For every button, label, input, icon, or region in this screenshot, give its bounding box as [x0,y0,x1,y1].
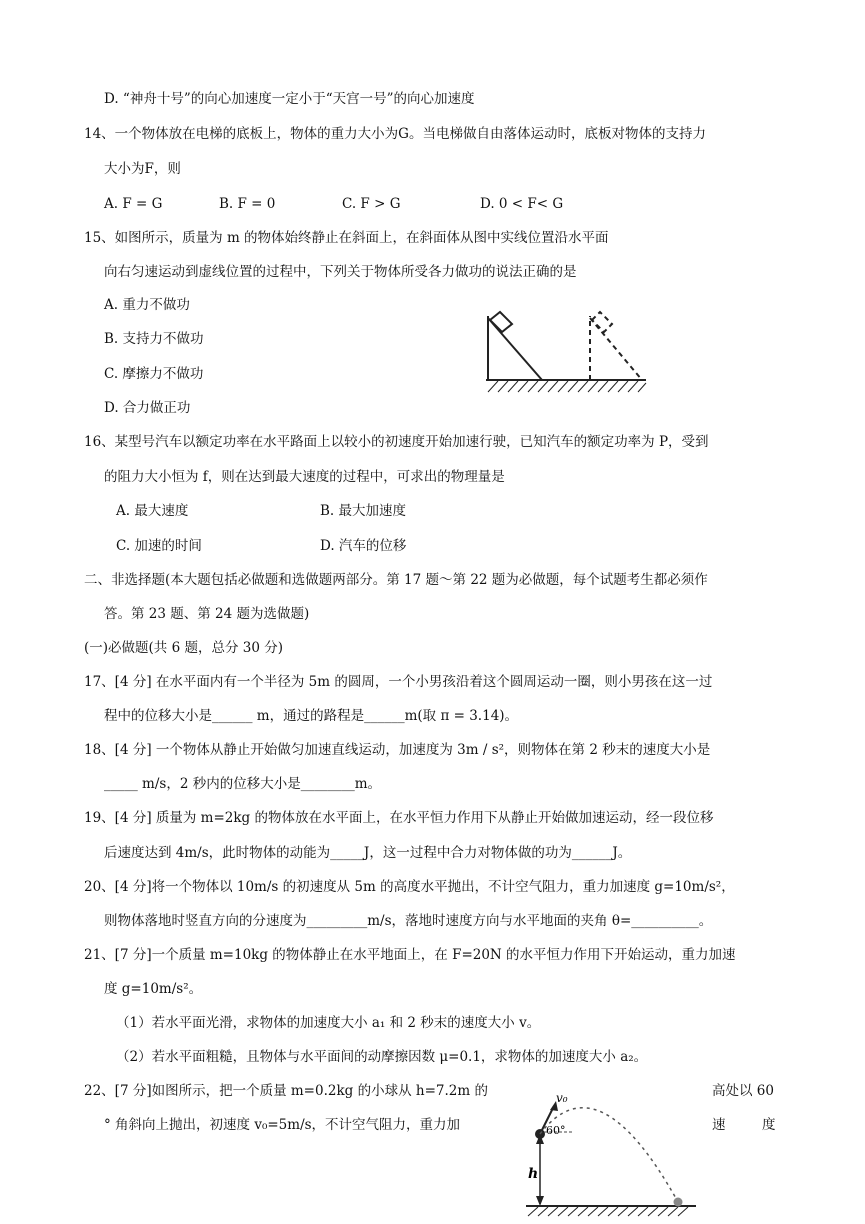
q14-option-a: A. F = G [104,196,163,212]
trajectory-curve [540,1108,678,1202]
height-label: h [528,1166,539,1182]
q22-line1-right: 高处以 60 [712,1083,774,1099]
subsection-required: (一)必做题(共 6 题，总分 30 分) [84,640,283,656]
q14-stem-line2: 大小为F，则 [104,161,181,177]
q14-stem-line1: 14、一个物体放在电梯的底板上，物体的重力大小为G。当电梯做自由落体运动时，底板对物体的支持力 [84,126,706,142]
height-arrow-head-down [536,1196,544,1206]
q21-line1: 21、[7 分]一个质量 m=10kg 的物体静止在水平地面上，在 F=20N 的水平恒力作用下开始运动，重力加速 [84,947,736,963]
q14-option-b: B. F = 0 [219,196,276,212]
q16-stem-line2: 的阻力大小恒为 f，则在达到最大速度的过程中，可求出的物理量是 [104,469,505,485]
q16-stem-line1: 16、某型号汽车以额定功率在水平路面上以较小的初速度开始加速行驶，已知汽车的额定功率为 P，受到 [84,434,709,450]
solid-block [490,312,512,332]
angle-label: 60° [546,1124,566,1137]
q17-line2: 程中的位移大小是______ m，通过的路程是______m(取 π = 3.14)。 [104,708,519,724]
q21-part2: （2）若水平面粗糙，且物体与水平面间的动摩擦因数 μ=0.1，求物体的加速度大小 a₂。 [116,1049,648,1065]
dashed-block [592,312,612,332]
velocity-label: v₀ [556,1091,568,1105]
q15-stem-line1: 15、如图所示，质量为 m 的物体始终静止在斜面上，在斜面体从图中实线位置沿水平面 [84,230,609,246]
ground-hatching [528,1207,688,1216]
q19-line1: 19、[4 分] 质量为 m=2kg 的物体放在水平面上，在水平恒力作用下从静止开始做加速运动，经一段位移 [84,810,714,826]
q14-option-d: D. 0 < F< G [480,196,564,212]
incline-figure [480,308,650,398]
q22-line2-left: ° 角斜向上抛出，初速度 v₀=5m/s，不计空气阻力，重力加 [104,1117,461,1133]
projectile-figure [520,1088,700,1220]
q21-line2: 度 g=10m/s²。 [104,981,203,997]
q15-option-b: B. 支持力不做功 [104,331,204,347]
q18-line1: 18、[4 分] 一个物体从静止开始做匀加速直线运动，加速度为 3m / s²，则物体在第 2 秒末的速度大小是 [84,742,711,758]
q22-line1-left: 22、[7 分]如图所示，把一个质量 m=0.2kg 的小球从 h=7.2m 的 [84,1083,488,1099]
q14-option-c: C. F > G [342,196,401,212]
dashed-incline-slope [590,318,642,380]
section-two-heading-line1: 二、非选择题(本大题包括必做题和选做题两部分。第 17 题～第 22 题为必做题，每个试题考生都必须作 [84,572,708,588]
q22-line2-mid: 速 [712,1117,726,1133]
q15-stem-line2: 向右匀速运动到虚线位置的过程中，下列关于物体所受各力做功的说法正确的是 [104,264,577,280]
q20-line2: 则物体落地时竖直方向的分速度为_________m/s，落地时速度方向与水平地面的夹角 θ=__________。 [104,913,713,929]
q17-line1: 17、[4 分] 在水平面内有一个半径为 5m 的圆周，一个小男孩沿着这个圆周运动一圈，则小男孩在这一过 [84,674,713,690]
section-two-heading-line2: 答。第 23 题、第 24 题为选做题) [104,606,310,622]
ball-landing [674,1198,683,1207]
q22-line2-right: 度 [762,1117,776,1133]
q13-option-d: D. “神舟十号”的向心加速度一定小于“天宫一号”的向心加速度 [104,91,475,107]
q16-option-d: D. 汽车的位移 [320,538,407,554]
q15-option-a: A. 重力不做功 [104,297,190,313]
q18-line2: _____ m/s，2 秒内的位移大小是________m。 [104,776,382,792]
q19-line2: 后速度达到 4m/s，此时物体的动能为_____J，这一过程中合力对物体做的功为______J。 [104,845,632,861]
q15-option-d: D. 合力做正功 [104,400,191,416]
q21-part1: （1）若水平面光滑，求物体的加速度大小 a₁ 和 2 秒末的速度大小 v。 [116,1015,541,1031]
q16-option-b: B. 最大加速度 [320,503,407,519]
q16-option-c: C. 加速的时间 [116,538,202,554]
q15-option-c: C. 摩擦力不做功 [104,366,204,382]
q16-option-a: A. 最大速度 [116,503,189,519]
q20-line1: 20、[4 分]将一个物体以 10m/s 的初速度从 5m 的高度水平抛出，不计空气阻力，重力加速度 g=10m/s²， [84,879,735,895]
ground-hatching [488,381,646,392]
